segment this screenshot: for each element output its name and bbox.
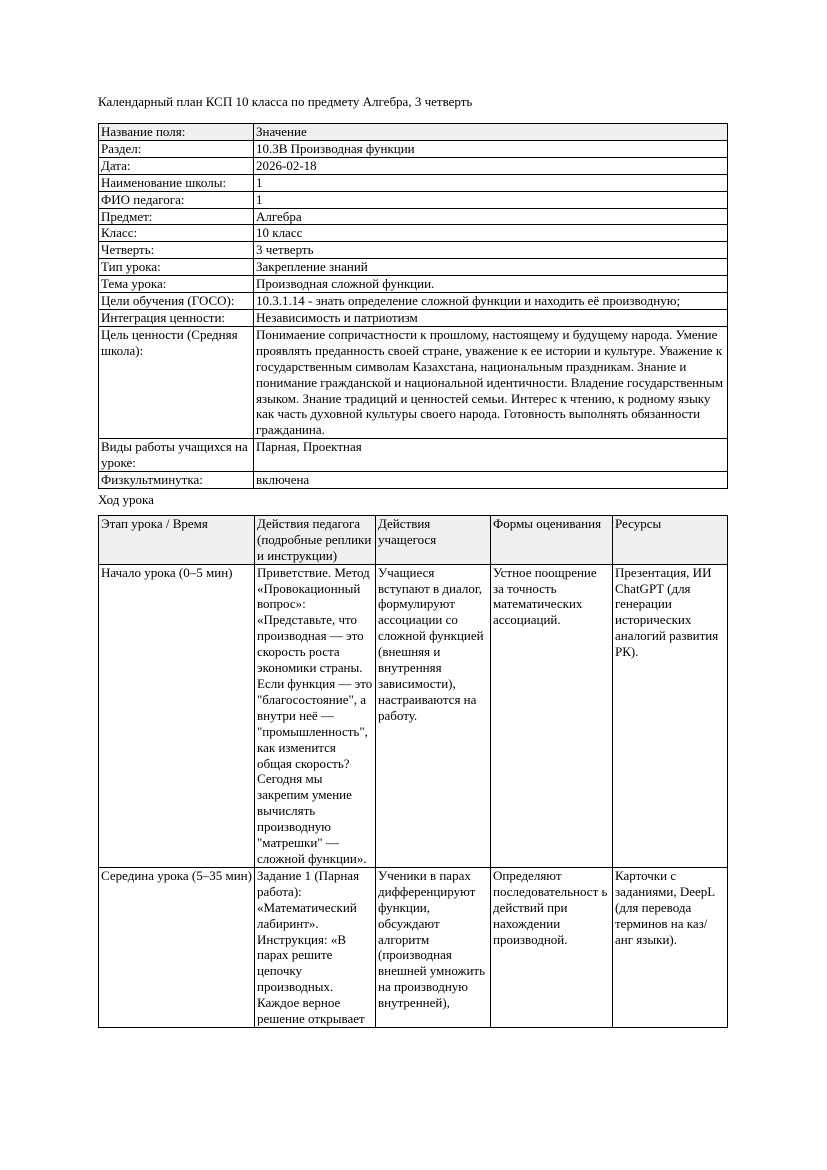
info-row-teacher-name <box>99 191 728 208</box>
lesson-cell-resources: Презентация, ИИ ChatGPT (для генерации исторических аналогий развития РК). <box>613 564 728 867</box>
info-field-label: Класс: <box>99 225 254 242</box>
info-field-label: Четверть: <box>99 242 254 259</box>
lesson-row-start <box>99 564 728 867</box>
info-field-label: Цели обучения (ГОСО): <box>99 293 254 310</box>
info-field-label: Дата: <box>99 157 254 174</box>
info-field-label: Предмет: <box>99 208 254 225</box>
lesson-cell-stage: Середина урока (5–35 мин) <box>99 867 255 1027</box>
info-field-value: 10.3.1.14 - знать определение сложной функции и находить её производную; <box>254 293 728 310</box>
info-field-label: Наименование школы: <box>99 174 254 191</box>
lesson-header-row <box>99 515 728 564</box>
info-field-value: Парная, Проектная <box>254 439 728 472</box>
lesson-cell-assessment: Определяют последовательност ь действий при нахождении производной. <box>491 867 613 1027</box>
info-field-value: 2026-02-18 <box>254 157 728 174</box>
lesson-cell-student-actions: Ученики в парах дифференцируют функции, обсуждают алгоритм (производная внешней умножить на производную внутренней), <box>376 867 491 1027</box>
info-field-label: Физкультминутка: <box>99 472 254 489</box>
lesson-header-assessment: Формы оценивания <box>491 515 613 564</box>
info-row-work-types <box>99 439 728 472</box>
info-field-value: Закрепление знаний <box>254 259 728 276</box>
info-header-value-label: Значение <box>254 124 728 141</box>
info-field-value: Понимаение сопричастности к прошлому, настоящему и будущему народа. Умение проявлять преданность своей стране, уважение к ее истории и культуре. Уважение к государственным символам Казахстана, национальным праздникам. Знание и понимание гражданской и национальной идентичности. Владение государственным языком. Знание традиций и ценностей семьи. Интерес к чтению, к родному языку как часть духовной культуры своего народа. Готовность выполнять обязанности гражданина. <box>254 326 728 438</box>
info-row-school <box>99 174 728 191</box>
lesson-cell-stage: Начало урока (0–5 мин) <box>99 564 255 867</box>
info-header-row <box>99 124 728 141</box>
info-field-label: Тема урока: <box>99 276 254 293</box>
info-field-value: 1 <box>254 191 728 208</box>
lesson-header-student-actions: Действия учащегося <box>376 515 491 564</box>
info-field-label: Тип урока: <box>99 259 254 276</box>
lesson-flow-table <box>98 515 728 1028</box>
document-title: Календарный план КСП 10 класса по предмету Алгебра, 3 четверть <box>98 94 473 109</box>
info-row-date <box>99 157 728 174</box>
info-field-label: Виды работы учащихся на уроке: <box>99 439 254 472</box>
info-field-label: ФИО педагога: <box>99 191 254 208</box>
lesson-row-middle <box>99 867 728 1027</box>
lesson-header-resources: Ресурсы <box>613 515 728 564</box>
lesson-header-teacher-actions: Действия педагога (подробные реплики и инструкции) <box>255 515 376 564</box>
info-field-value: 3 четверть <box>254 242 728 259</box>
info-header-field-label: Название поля: <box>99 124 254 141</box>
info-field-value: Производная сложной функции. <box>254 276 728 293</box>
info-row-values-goal <box>99 326 728 438</box>
info-field-value: 1 <box>254 174 728 191</box>
info-row-learning-goals <box>99 293 728 310</box>
info-field-value: 10.3B Производная функции <box>254 140 728 157</box>
lesson-cell-resources: Карточки с заданиями, DeepL (для перевода терминов на каз/анг языки). <box>613 867 728 1027</box>
info-row-quarter <box>99 242 728 259</box>
info-row-class <box>99 225 728 242</box>
info-row-subject <box>99 208 728 225</box>
info-row-section <box>99 140 728 157</box>
lesson-flow-section-title: Ход урока <box>98 491 154 507</box>
info-row-lesson-type <box>99 259 728 276</box>
lesson-cell-assessment: Устное поощрение за точность математических ассоциаций. <box>491 564 613 867</box>
info-field-value: Независимость и патриотизм <box>254 309 728 326</box>
info-field-label: Интеграция ценности: <box>99 309 254 326</box>
lesson-cell-teacher-actions: Задание 1 (Парная работа): «Математический лабиринт». Инструкция: «В парах решите цепочку производных. Каждое верное решение открывает <box>255 867 376 1027</box>
lesson-header-stage: Этап урока / Время <box>99 515 255 564</box>
info-row-values-integration <box>99 309 728 326</box>
info-row-lesson-topic <box>99 276 728 293</box>
info-field-label: Раздел: <box>99 140 254 157</box>
lesson-cell-teacher-actions: Приветствие. Метод «Провокационный вопрос»: «Представьте, что производная — это скорость роста экономики страны. Если функция — это "благосостояние", а внутри неё — "промышленность", как изменится общая скорость? Сегодня мы закрепим умение вычислять производную "матрешки" — сложной функции». <box>255 564 376 867</box>
info-field-value: 10 класс <box>254 225 728 242</box>
info-table <box>98 123 728 489</box>
info-field-value: включена <box>254 472 728 489</box>
info-field-value: Алгебра <box>254 208 728 225</box>
info-row-physical-break <box>99 472 728 489</box>
info-field-label: Цель ценности (Средняя школа): <box>99 326 254 438</box>
lesson-cell-student-actions: Учащиеся вступают в диалог, формулируют ассоциации со сложной функцией (внешняя и внутренняя зависимости), настраиваются на работу. <box>376 564 491 867</box>
